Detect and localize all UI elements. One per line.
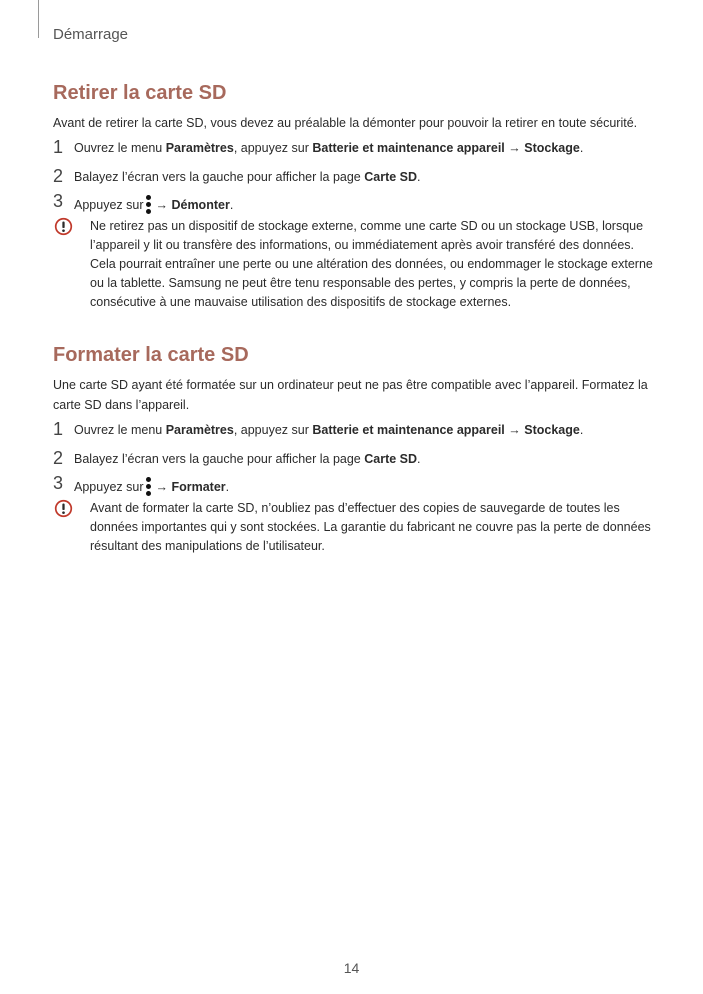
note-line: Avant de formater la carte SD, n’oubliez pas d’effectuer des copies de sauvegarde de toutes les bbox=[90, 501, 620, 515]
step-text: Balayez l’écran vers la gauche pour afficher la page Carte SD. bbox=[74, 170, 421, 184]
step-text: Balayez l’écran vers la gauche pour afficher la page Carte SD. bbox=[74, 452, 421, 466]
step-number: 2 bbox=[53, 166, 64, 186]
step-1 bbox=[53, 419, 653, 441]
running-header: Démarrage bbox=[53, 26, 129, 43]
section-title: Formater la carte SD bbox=[53, 344, 249, 366]
note-line: l’appareil y lit ou transfère des informations, ou immédiatement après avoir transféré des données. bbox=[90, 238, 635, 252]
page-number: 14 bbox=[343, 960, 360, 976]
step-1 bbox=[53, 137, 653, 159]
step-2 bbox=[53, 166, 653, 188]
note-line: résultant des manipulations de l’utilisateur. bbox=[90, 539, 325, 553]
section-remove-sd bbox=[53, 82, 653, 312]
section-format-sd bbox=[53, 344, 653, 556]
step-text: Appuyez sur → Démonter. bbox=[74, 195, 233, 214]
step-text: Appuyez sur → Formater. bbox=[74, 477, 229, 496]
step-number: 1 bbox=[53, 419, 64, 439]
page-edge-rule bbox=[38, 0, 39, 38]
step-2 bbox=[53, 448, 653, 470]
step-3 bbox=[53, 473, 653, 495]
warning-note bbox=[53, 217, 653, 312]
note-line: consécutive à une mauvaise utilisation des dispositifs de stockage externes. bbox=[90, 295, 512, 309]
step-text: Ouvrez le menu Paramètres, appuyez sur Batterie et maintenance appareil → Stockage. bbox=[74, 141, 584, 155]
step-number: 2 bbox=[53, 448, 64, 468]
note-line: données importantes qui y sont stockées. La garantie du fabricant ne couvre pas la perte de données bbox=[90, 520, 651, 534]
section-intro: Avant de retirer la carte SD, vous devez au préalable la démonter pour pouvoir la retirer en toute sécurité. bbox=[53, 116, 638, 130]
note-line: Cela pourrait entraîner une perte ou une altération des données, ou endommager le stockage externe bbox=[90, 257, 653, 271]
more-options-vertical-icon bbox=[146, 477, 151, 496]
step-number: 3 bbox=[53, 191, 64, 211]
more-options-vertical-icon bbox=[146, 195, 151, 214]
section-title: Retirer la carte SD bbox=[53, 82, 227, 104]
step-3 bbox=[53, 191, 653, 213]
note-line: Ne retirez pas un dispositif de stockage externe, comme une carte SD ou un stockage USB, lorsque bbox=[90, 219, 644, 233]
warning-note bbox=[53, 499, 653, 556]
step-number: 3 bbox=[53, 473, 64, 493]
exclamation-circle-icon bbox=[54, 499, 73, 518]
step-number: 1 bbox=[53, 137, 64, 157]
step-text: Ouvrez le menu Paramètres, appuyez sur Batterie et maintenance appareil → Stockage. bbox=[74, 423, 584, 437]
note-line: ou la tablette. Samsung ne peut être tenu responsable des pertes, y compris la perte de données, bbox=[90, 276, 631, 290]
section-intro: Une carte SD ayant été formatée sur un ordinateur peut ne pas être compatible avec l’appareil. Formatez la carte SD dans l’appareil. bbox=[53, 378, 648, 412]
exclamation-circle-icon bbox=[54, 217, 73, 236]
